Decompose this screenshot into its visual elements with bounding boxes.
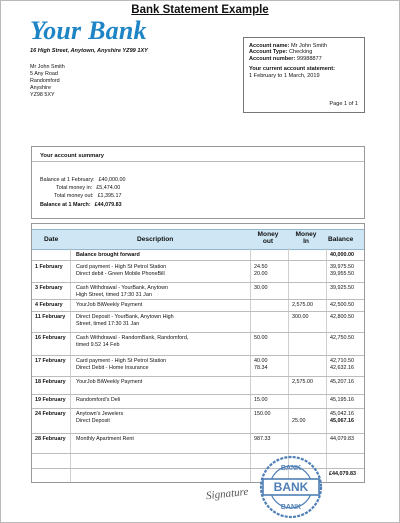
account-info-box (243, 37, 365, 113)
header-money-out-line: out (262, 238, 274, 245)
account-name: Mr John Smith (290, 43, 328, 49)
customer-address-line: YZ98 5XY (30, 92, 55, 98)
summary-value: £5,474.00 (96, 185, 121, 191)
transaction-description: Cash Withdrawal - RandomBank, Randomford, (76, 335, 189, 341)
transaction-date: 16 February (35, 335, 66, 341)
row-divider (32, 311, 364, 312)
column-divider (70, 248, 71, 482)
money-out: 78.34 (254, 365, 268, 372)
money-in: 25.00 (292, 418, 306, 425)
money-in: 2,575.00 (292, 302, 313, 308)
customer-address-line: 5 Any Road (30, 71, 58, 77)
transaction-description: Card payment - High St Petrol Station (76, 264, 167, 270)
row-divider (32, 299, 364, 300)
transaction-description: timed 9.52 14 Feb (76, 342, 120, 349)
account-type-label: Account Type: (249, 49, 288, 56)
money-out: 150.00 (254, 411, 271, 417)
summary-label: Balance at 1 February: (40, 177, 95, 183)
transaction-description: Randomford's Deli (76, 397, 121, 403)
transaction-date: 28 February (35, 436, 66, 442)
running-balance: 45,207.16 (330, 379, 354, 385)
summary-row (54, 193, 122, 199)
money-out: 30.00 (254, 285, 268, 291)
transaction-date: 18 February (35, 379, 66, 385)
running-balance: 45,042.16 (330, 411, 354, 417)
signature: Signature (205, 485, 249, 503)
running-balance: 42,710.50 (330, 358, 354, 364)
header-date: Date (44, 236, 59, 243)
statement-heading: Bank Statement Example (131, 4, 269, 16)
account-number-label: Account number: (249, 55, 296, 62)
summary-value: £1,395.17 (97, 193, 122, 199)
customer-address-line: Anyshire (30, 85, 51, 91)
column-divider (326, 248, 327, 482)
summary-label: Total money in: (56, 185, 93, 191)
money-out: 20.00 (254, 271, 268, 278)
transaction-date: 4 February (35, 302, 63, 308)
running-balance: 42,750.50 (330, 335, 354, 341)
running-balance: 44,079.83 (330, 436, 354, 442)
summary-value: £40,000.00 (98, 177, 126, 183)
stamp-top-text: BANK (280, 465, 302, 472)
money-in: 300.00 (292, 314, 309, 320)
money-out: 987.33 (254, 436, 271, 442)
table-header (32, 229, 364, 250)
transaction-description: Anytown's Jewelers (76, 411, 124, 417)
page-number: Page 1 of 1 (329, 101, 358, 107)
running-balance: 42,632.16 (330, 365, 354, 372)
customer-address-line: Randomford (30, 78, 60, 84)
row-divider (32, 355, 364, 356)
customer-address-line: Mr John Smith (30, 64, 65, 70)
summary-row (56, 185, 120, 191)
money-out: 24.50 (254, 264, 268, 270)
column-divider (250, 248, 251, 482)
statement-period-label: Your current account statement: (249, 66, 335, 73)
account-type: Checking (289, 49, 313, 56)
row-divider (32, 332, 364, 333)
running-balance: 39,955.50 (330, 271, 354, 278)
running-balance: 39,925.50 (330, 285, 354, 291)
bank-stamp (258, 454, 324, 520)
transaction-description: YourJob BiWeekly Payment (76, 379, 143, 385)
running-balance: 45,067.16 (330, 418, 354, 425)
transaction-description: YourJob BiWeekly Payment (76, 302, 143, 308)
header-money-in-line: Money (295, 231, 317, 238)
bank-address: 16 High Street, Anytown, Anyshire YZ99 1XY (30, 48, 148, 54)
summary-divider (32, 161, 364, 162)
money-in: 2,575.00 (292, 379, 313, 385)
summary-row (40, 177, 126, 183)
transactions-table (31, 223, 365, 483)
account-number: 99988877 (296, 55, 322, 62)
transaction-description: Monthly Apartment Rent (76, 436, 134, 442)
summary-value: £44,079.83 (94, 202, 122, 208)
running-balance: 42,500.50 (330, 302, 354, 308)
money-out: 50.00 (254, 335, 268, 341)
transaction-date: 19 February (35, 397, 66, 403)
running-balance: 42,800.50 (330, 314, 354, 320)
row-divider (32, 394, 364, 395)
bank-logo: Your Bank (30, 16, 147, 45)
transaction-description: Direct Deposit (76, 418, 110, 425)
row-divider (32, 282, 364, 283)
stamp-center-text: BANK (273, 480, 309, 494)
row-divider (32, 433, 364, 434)
money-out: 15.00 (254, 397, 268, 403)
money-out: 40.00 (254, 358, 268, 364)
brought-forward-label: Balance brought forward (76, 252, 140, 258)
statement-period: 1 February to 1 March, 2019 (249, 72, 320, 79)
summary-label: Balance at 1 March: (40, 202, 91, 208)
header-money-out (252, 231, 284, 245)
row-divider (32, 260, 364, 261)
brought-forward-balance: 40,000.00 (330, 252, 354, 258)
transaction-date: 1 February (35, 264, 63, 270)
transaction-date: 11 February (35, 314, 66, 320)
transaction-description: Card payment - High St Petrol Station (76, 358, 167, 364)
account-summary (31, 146, 365, 219)
column-divider (288, 248, 289, 482)
row-divider (32, 376, 364, 377)
transaction-description: Direct Debit - Home Insurance (76, 365, 149, 372)
transaction-description: Street, timed 17:30 31 Jan (76, 321, 140, 328)
header-money-in-line: In (303, 238, 309, 245)
running-balance: 39,975.50 (330, 264, 354, 270)
stamp-bottom-text: BANK (280, 504, 302, 511)
transaction-date: 3 February (35, 285, 63, 291)
row-divider (32, 408, 364, 409)
transaction-date: 24 February (35, 411, 66, 417)
transaction-description: Direct debit - Green Mobile PhoneBill (76, 271, 165, 278)
summary-title: Your account summary (40, 153, 104, 159)
header-money-out-line: Money (257, 231, 279, 238)
transaction-description: Direct Deposit - YourBank, Anytown High (76, 314, 174, 320)
closing-balance: £44,079.83 (329, 471, 356, 477)
transaction-description: Cash Withdrawal - YourBank, Anytown (76, 285, 168, 291)
customer-address (30, 64, 65, 99)
transaction-date: 17 February (35, 358, 66, 364)
header-money-in (290, 231, 322, 245)
header-balance: Balance (328, 236, 354, 243)
account-name-label: Account name: (249, 43, 290, 49)
summary-label: Total money out: (54, 193, 94, 199)
transaction-description: High Street, timed 17:30 31 Jan (76, 292, 152, 299)
summary-row (40, 202, 122, 208)
header-description: Description (137, 236, 174, 243)
running-balance: 45,195.16 (330, 397, 354, 403)
